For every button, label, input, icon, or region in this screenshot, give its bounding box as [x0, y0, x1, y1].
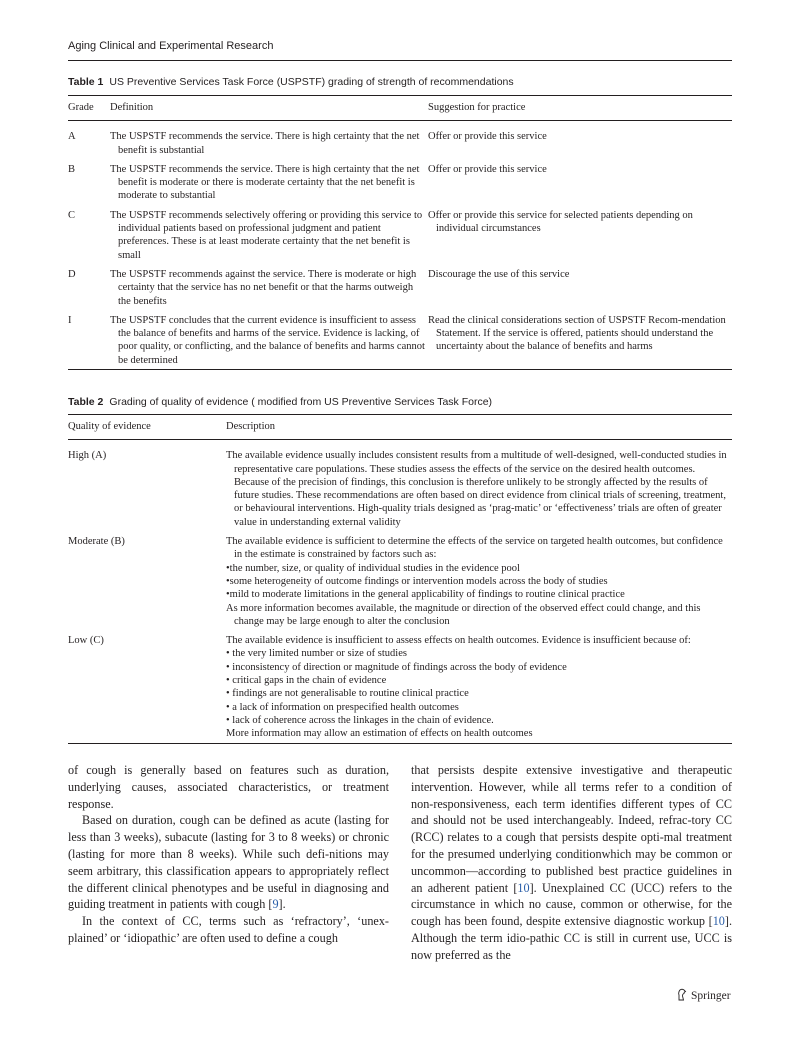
paragraph-text: ].	[278, 897, 286, 912]
table-row	[68, 532, 732, 631]
definition-cell: The USPSTF concludes that the current evidence is insufficient to assess the balance of benefits and harms of the service. Evidence is lacking, of poor quality, or conflicting, and the balance of benefits and harms cannot be determined	[110, 311, 428, 370]
table2-label: Table 2	[68, 396, 104, 408]
description-line: The available evidence usually includes consistent results from a multitude of well-designed, well-conducted studies in representative care populations. These studies assess the effects of the service on the desired health outcomes. Because of the precision of findings, this conclusion is therefore unlikely to be strongly affected by the results of future studies. These recommendations are often based on direct evidence from clinical trials of screening, treatment, or behavioural interventions. High-quality trials designed as ‘prag-matic’ or ‘effectiveness’ trials are often of greater value in understanding external validity	[226, 450, 727, 528]
bullet-item: • findings are not generalisable to routine clinical practice	[226, 688, 469, 700]
grade-cell: A	[68, 131, 76, 143]
table2-col-description: Description	[226, 415, 732, 440]
table2-caption	[68, 396, 732, 409]
table-row	[68, 631, 732, 743]
citation-link[interactable]: 10	[712, 914, 725, 929]
definition-cell: The USPSTF recommends the service. There is high certainty that the net benefit is moderate or there is moderate certainty that the net benefit is moderate to substantial	[110, 163, 420, 202]
grade-cell: I	[68, 311, 110, 370]
body-left-column	[68, 762, 389, 947]
description-cell	[226, 532, 732, 631]
definition-cell: The USPSTF recommends against the service. There is moderate or high certainty that the service has no net benefit or that the harms outweigh the benefits	[110, 268, 417, 307]
body-right-column	[411, 762, 732, 964]
definition-cell: The USPSTF recommends the service. There is high certainty that the net benefit is substantial	[110, 131, 420, 156]
table-row	[68, 440, 732, 532]
description-line: As more information becomes available, the magnitude or direction of the observed effect could change, and this change may be large enough to alter the conclusion	[226, 602, 701, 627]
springer-horse-icon	[676, 988, 687, 1004]
bullet-item: • lack of coherence across the linkages in the chain of evidence.	[226, 714, 494, 726]
table2-col-quality: Quality of evidence	[68, 415, 226, 440]
table-row	[68, 206, 732, 265]
bullet-item: • critical gaps in the chain of evidence	[226, 675, 387, 687]
paragraph-text: Based on duration, cough can be defined as acute (lasting for less than 3 weeks), subacute (lasting for 3 to 8 weeks) or chronic (lasting for more than 8 weeks). While such defi-nitions may seem arbitrary, this classification appears to appropriately reflect the different clinical phenotypes and be useful in diagnosing and guiding treatment in patients with cough [	[68, 813, 389, 912]
grade-cell: D	[68, 268, 76, 280]
description-line: The available evidence is insufficient to assess effects on health outcomes. Evidence is insufficient because of:	[226, 635, 691, 647]
quality-cell: Moderate (B)	[68, 536, 125, 548]
citation-link[interactable]: 10	[517, 880, 530, 895]
paragraph: of cough is generally based on features such as duration, underlying causes, associated characteristics, or treatment response.	[68, 763, 389, 811]
description-cell	[226, 631, 732, 743]
paragraph	[68, 812, 389, 913]
bullet-item: •the number, size, or quality of individual studies in the evidence pool	[226, 562, 520, 574]
quality-cell: High (A)	[68, 450, 107, 462]
definition-cell: The USPSTF recommends selectively offering or providing this service to individual patients based on professional judgment and patient preferences. These is at least moderate certainty that the net benefit is small	[110, 209, 423, 261]
paragraph-text: that persists despite extensive investigative and therapeutic intervention. However, while all terms refer to a condition of non-responsiveness, each term identifies different types of CC and should not be used interchangeably. Indeed, refrac-tory CC (RCC) relates to a cough that persists despite opti-mal treatment for the presumed underlying conditionwhich may be common or uncommon—according to published best practice guidelines in an adherent patient [	[411, 763, 732, 895]
bullet-item: • inconsistency of direction or magnitude of findings across the body of evidence	[226, 661, 567, 673]
header-rule	[68, 60, 732, 61]
description-line: More information may allow an estimation of effects on health outcomes	[226, 728, 533, 740]
table2-header-row	[68, 415, 732, 440]
table-row	[68, 311, 732, 370]
table-row	[68, 160, 732, 206]
bullet-item: • the very limited number or size of studies	[226, 648, 407, 660]
table-row	[68, 121, 732, 160]
grade-cell: B	[68, 163, 76, 175]
table2	[68, 414, 732, 744]
description-line: The available evidence is sufficient to determine the effects of the service on targeted health outcomes, but confidence in the estimate is constrained by factors such as:	[226, 536, 723, 561]
paragraph-text: ]. Although the term idio-pathic CC is still in current use, UCC is now preferred as the	[411, 914, 732, 962]
table1	[68, 95, 732, 370]
suggestion-cell: Offer or provide this service	[428, 131, 547, 143]
grade-cell: C	[68, 209, 76, 221]
paragraph: In the context of CC, terms such as ‘refractory’, ‘unex-plained’ or ‘idiopathic’ are often used to define a cough	[68, 914, 389, 945]
table1-caption	[68, 76, 732, 89]
citation-link[interactable]: 9	[272, 897, 279, 912]
publisher-logo	[676, 988, 731, 1004]
table1-caption-text: US Preventive Services Task Force (USPSTF) grading of strength of recommendations	[109, 76, 514, 88]
suggestion-cell: Read the clinical considerations section of USPSTF Recom-mendation Statement. If the service is offered, patients should understand the uncertainty about the balance of benefits and harms	[428, 311, 732, 370]
table-row	[68, 265, 732, 311]
quality-cell: Low (C)	[68, 631, 226, 743]
table1-col-suggestion: Suggestion for practice	[428, 96, 732, 121]
table1-col-definition: Definition	[110, 96, 428, 121]
table2-caption-text: Grading of quality of evidence ( modified from US Preventive Services Task Force)	[109, 396, 493, 408]
paragraph	[411, 762, 732, 964]
bullet-item: • a lack of information on prespecified health outcomes	[226, 701, 459, 713]
suggestion-cell: Offer or provide this service	[428, 163, 547, 175]
table1-col-grade: Grade	[68, 96, 110, 121]
suggestion-cell: Discourage the use of this service	[428, 268, 570, 280]
publisher-name: Springer	[691, 990, 731, 1002]
paragraph-text: ]. Unexplained CC (UCC) refers to the circumstance in which no cause, common or otherwise, for the cough has been found, despite extensive diagnostic workup [	[411, 880, 732, 929]
bullet-item: •mild to moderate limitations in the general applicability of findings to routine clinical practice	[226, 589, 625, 601]
journal-title: Aging Clinical and Experimental Research	[68, 40, 274, 52]
table1-label: Table 1	[68, 76, 104, 88]
bullet-item: •some heterogeneity of outcome findings or intervention models across the body of studies	[226, 575, 608, 587]
description-cell	[226, 440, 732, 532]
table1-header-row	[68, 96, 732, 121]
suggestion-cell: Offer or provide this service for selected patients depending on individual circumstances	[428, 209, 693, 235]
